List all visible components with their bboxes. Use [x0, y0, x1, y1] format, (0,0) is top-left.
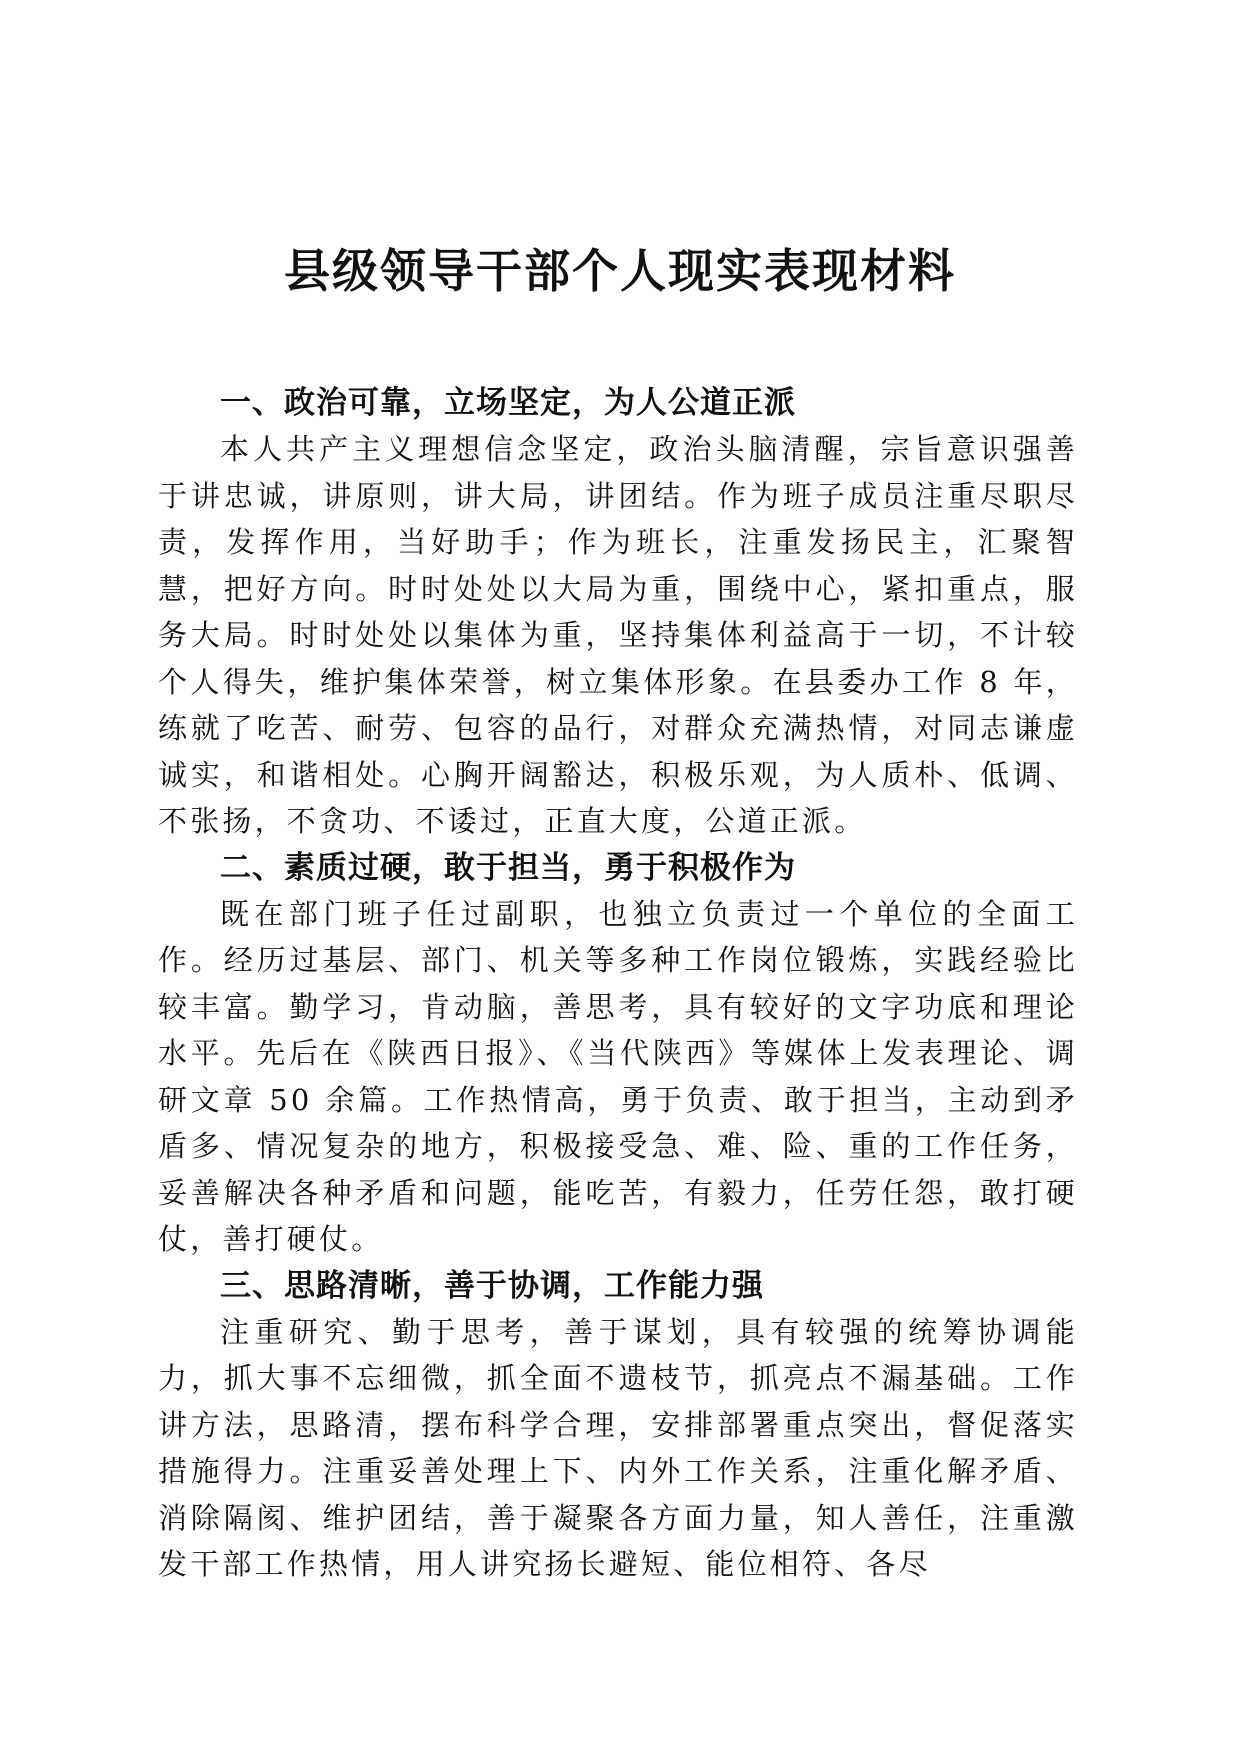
section-1 [158, 380, 1078, 845]
section-paragraph: 本人共产主义理想信念坚定，政治头脑清醒，宗旨意识强善于讲忠诚，讲原则，讲大局，讲团结。作为班子成员注重尽职尽责，发挥作用，当好助手；作为班长，注重发扬民主，汇聚智慧，把好方向。时时处处以大局为重，围绕中心，紧扣重点，服务大局。时时处处以集体为重，坚持集体利益高于一切，不计较个人得失，维护集体荣誉，树立集体形象。在县委办工作 8 年，练就了吃苦、耐劳、包容的品行，对群众充满热情，对同志谦虚诚实，和谐相处。心胸开阔豁达，积极乐观，为人质朴、低调、不张扬，不贪功、不诿过，正直大度，公道正派。 [158, 432, 1078, 838]
section-heading: 一、政治可靠，立场坚定，为人公道正派 [220, 385, 796, 421]
document-title: 县级领导干部个人现实表现材料 [284, 244, 956, 298]
section-3 [158, 1263, 1078, 1588]
section-heading: 三、思路清晰，善于协调，工作能力强 [220, 1267, 764, 1304]
section-heading: 二、素质过硬，敢于担当，勇于积极作为 [220, 849, 796, 886]
section-paragraph: 注重研究、勤于思考，善于谋划，具有较强的统筹协调能力，抓大事不忘细微，抓全面不遗枝节，抓亮点不漏基础。工作讲方法，思路清，摆布科学合理，安排部署重点突出，督促落实措施得力。注重妥善处理上下、内外工作关系，注重化解矛盾、消除隔阂、维护团结，善于凝聚各方面力量，知人善任，注重激发干部工作热情，用人讲究扬长避短、能位相符、各尽 [158, 1314, 1078, 1581]
document-body [158, 380, 1078, 1588]
section-paragraph: 既在部门班子任过副职，也独立负责过一个单位的全面工作。经历过基层、部门、机关等多种工作岗位锻炼，实践经验比较丰富。勤学习，肯动脑，善思考，具有较好的文字功底和理论水平。先后在《陕西日报》、《当代陕西》等媒体上发表理论、调研文章 50 余篇。工作热情高，勇于负责、敢于担当，主动到矛盾多、情况复杂的地方，积极接受急、难、险、重的工作任务，妥善解决各种矛盾和问题，能吃苦，有毅力，任劳任怨，敢打硬仗，善打硬仗。 [158, 896, 1078, 1256]
section-2 [158, 845, 1078, 1263]
